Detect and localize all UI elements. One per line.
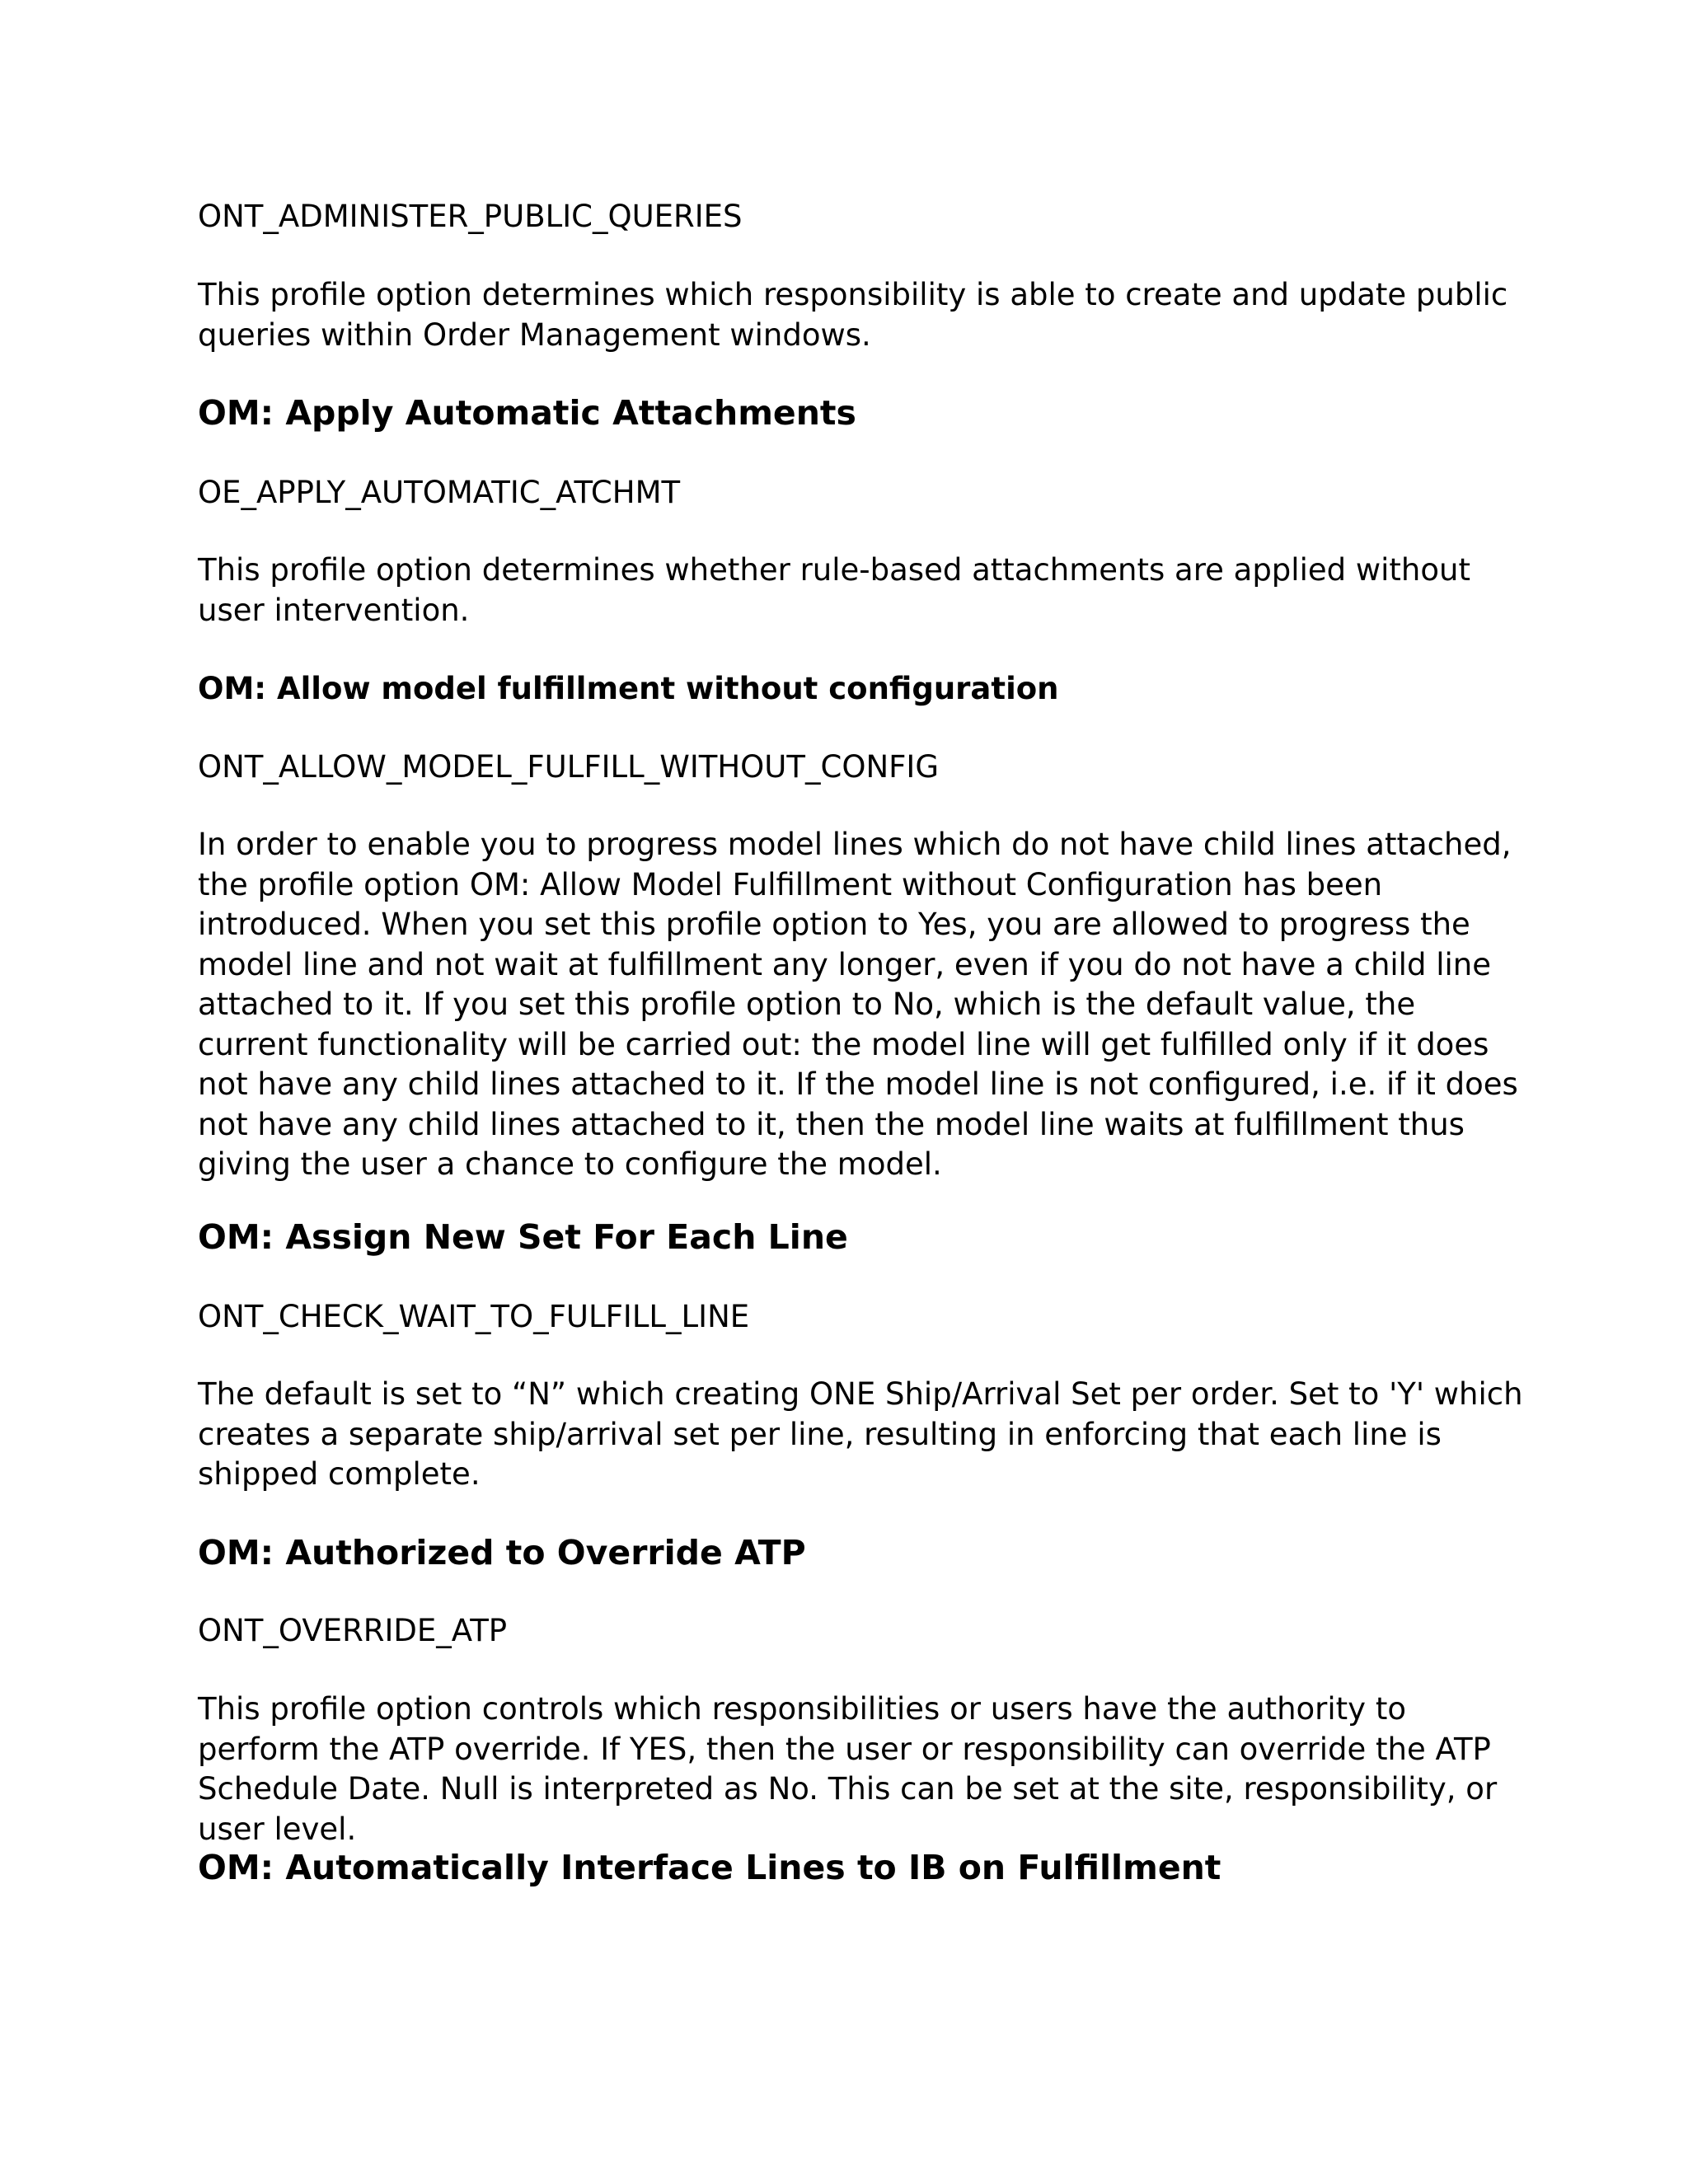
profile-code: ONT_ALLOW_MODEL_FULFILL_WITHOUT_CONFIG [198,749,939,785]
profile-code: ONT_ADMINISTER_PUBLIC_QUERIES [198,199,743,234]
profile-description: This profile option controls which responsibilities or users have the authority to perform the ATP override. If YES, then the user or responsibility can override the ATP Schedule Date. Null is interpreted as No. This can be set at the site, responsibility, or user level. [198,1691,1498,1847]
profile-description: In order to enable you to progress model lines which do not have child lines attached, the profile option OM: Allow Model Fulfillment without Configuration has been introduced. When you set this profile option to Yes, you are allowed to progress the model line and not wait at fulfillment any longer, even if you do not have a child line attached to it. If you set this profile option to No, which is the default value, the current functionality will be carried out: the model line will get fulfilled only if it does not have any child lines attached to it. If the model line is not configured, i.e. if it does not have any child lines attached to it, then the model line waits at fulfillment thus giving the user a chance to configure the model. [198,827,1518,1182]
profile-code: ONT_OVERRIDE_ATP [198,1613,508,1648]
section-heading: OM: Assign New Set For Each Line [198,1217,848,1257]
profile-description: This profile option determines whether rule-based attachments are applied without user intervention. [198,552,1470,628]
profile-description: This profile option determines which responsibility is able to create and update public queries within Order Management windows. [198,277,1508,353]
profile-description: The default is set to “N” which creating ONE Ship/Arrival Set per order. Set to 'Y' which creates a separate ship/arrival set per line, resulting in enforcing that each line is shipped complete. [198,1376,1523,1492]
section-heading: OM: Authorized to Override ATP [198,1533,806,1572]
profile-code: OE_APPLY_AUTOMATIC_ATCHMT [198,475,681,510]
profile-code: ONT_CHECK_WAIT_TO_FULFILL_LINE [198,1299,750,1334]
section-heading: OM: Apply Automatic Attachments [198,393,856,433]
section-heading: OM: Allow model fulfillment without configuration [198,671,1059,706]
section-heading: OM: Automatically Interface Lines to IB on Fulfillment [198,1848,1221,1887]
